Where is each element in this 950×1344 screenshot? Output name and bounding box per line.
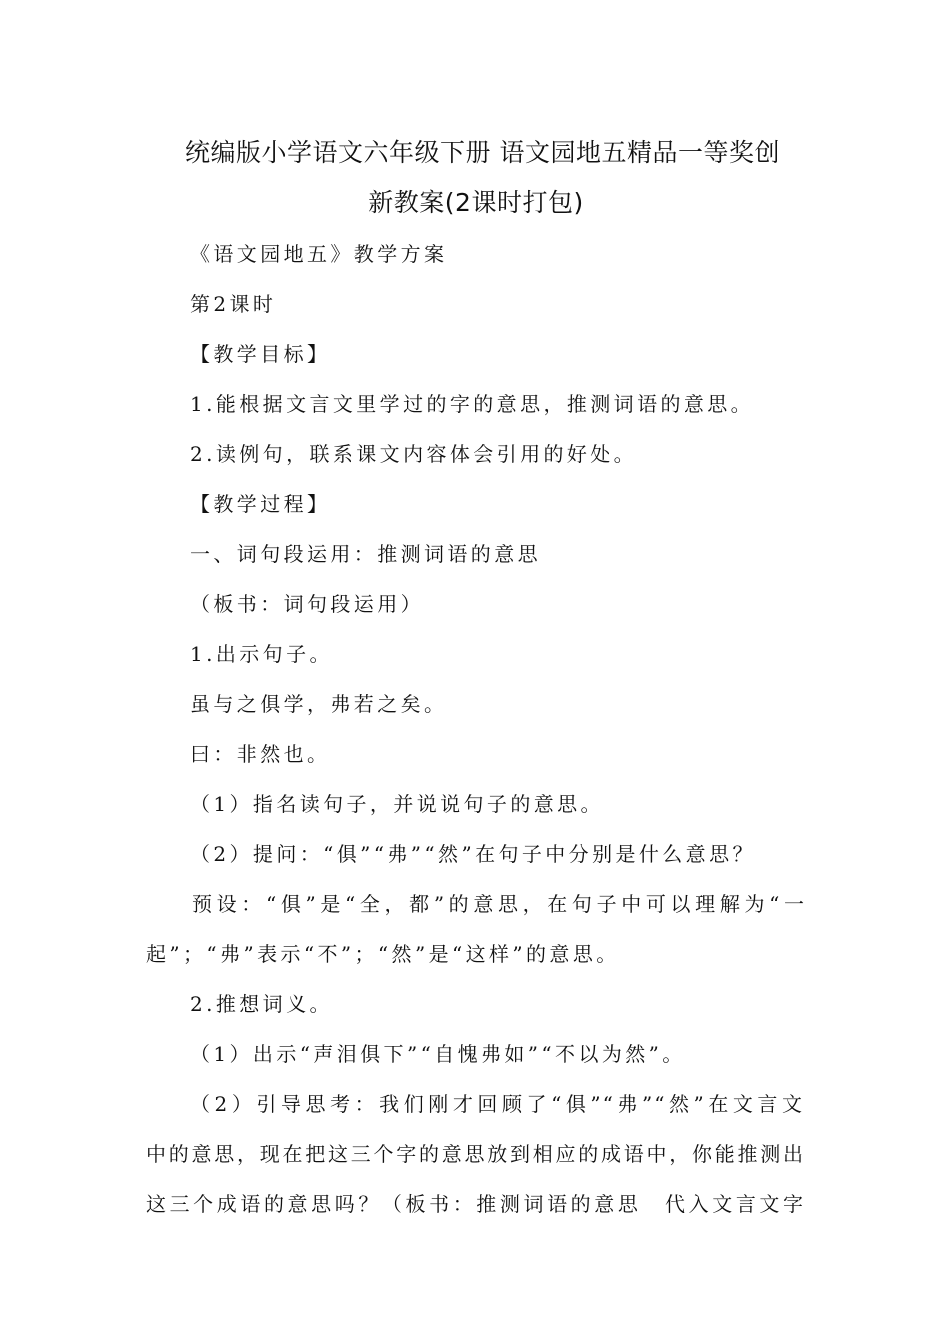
preset-answer-line2: 起”；“弗”表示“不”；“然”是“这样”的意思。 bbox=[146, 942, 620, 966]
step-2-sub-1: （1）出示“声泪俱下”“自愧弗如”“不以为然”。 bbox=[190, 1042, 686, 1066]
example-sentence-1: 虽与之俱学，弗若之矣。 bbox=[190, 692, 448, 716]
sub-step-2: （2）提问：“俱”“弗”“然”在句子中分别是什么意思？ bbox=[190, 842, 756, 866]
goal-item-1: 1.能根据文言文里学过的字的意思，推测词语的意思。 bbox=[190, 392, 755, 416]
section-heading-process: 【教学过程】 bbox=[190, 492, 331, 516]
document-title-line2: 新教案(2课时打包) bbox=[368, 188, 584, 217]
step-2: 2.推想词义。 bbox=[190, 992, 333, 1016]
plan-title: 《语文园地五》教学方案 bbox=[190, 242, 448, 266]
step-2-sub-2-line3: 这三个成语的意思吗？（板书：推测词语的意思 代入文言文字 bbox=[146, 1192, 805, 1216]
step-2-sub-2-line1: （2）引导思考：我们刚才回顾了“俱”“弗”“然”在文言文 bbox=[190, 1092, 804, 1116]
goal-item-2: 2.读例句，联系课文内容体会引用的好处。 bbox=[190, 442, 638, 466]
step-2-sub-2-line2: 中的意思，现在把这三个字的意思放到相应的成语中，你能推测出 bbox=[146, 1142, 805, 1166]
process-part-1-heading: 一、词句段运用：推测词语的意思 bbox=[190, 542, 541, 566]
board-note: （板书：词句段运用） bbox=[190, 592, 424, 616]
example-sentence-2: 曰：非然也。 bbox=[190, 742, 331, 766]
sub-step-1: （1）指名读句子，并说说句子的意思。 bbox=[190, 792, 604, 816]
document-title-line1: 统编版小学语文六年级下册 语文园地五精品一等奖创 bbox=[185, 138, 780, 167]
step-1: 1.出示句子。 bbox=[190, 642, 333, 666]
section-heading-goals: 【教学目标】 bbox=[190, 342, 331, 366]
lesson-number: 第2课时 bbox=[190, 292, 277, 316]
preset-answer-line1: 预设：“俱”是“全，都”的意思，在句子中可以理解为“一 bbox=[192, 892, 806, 916]
